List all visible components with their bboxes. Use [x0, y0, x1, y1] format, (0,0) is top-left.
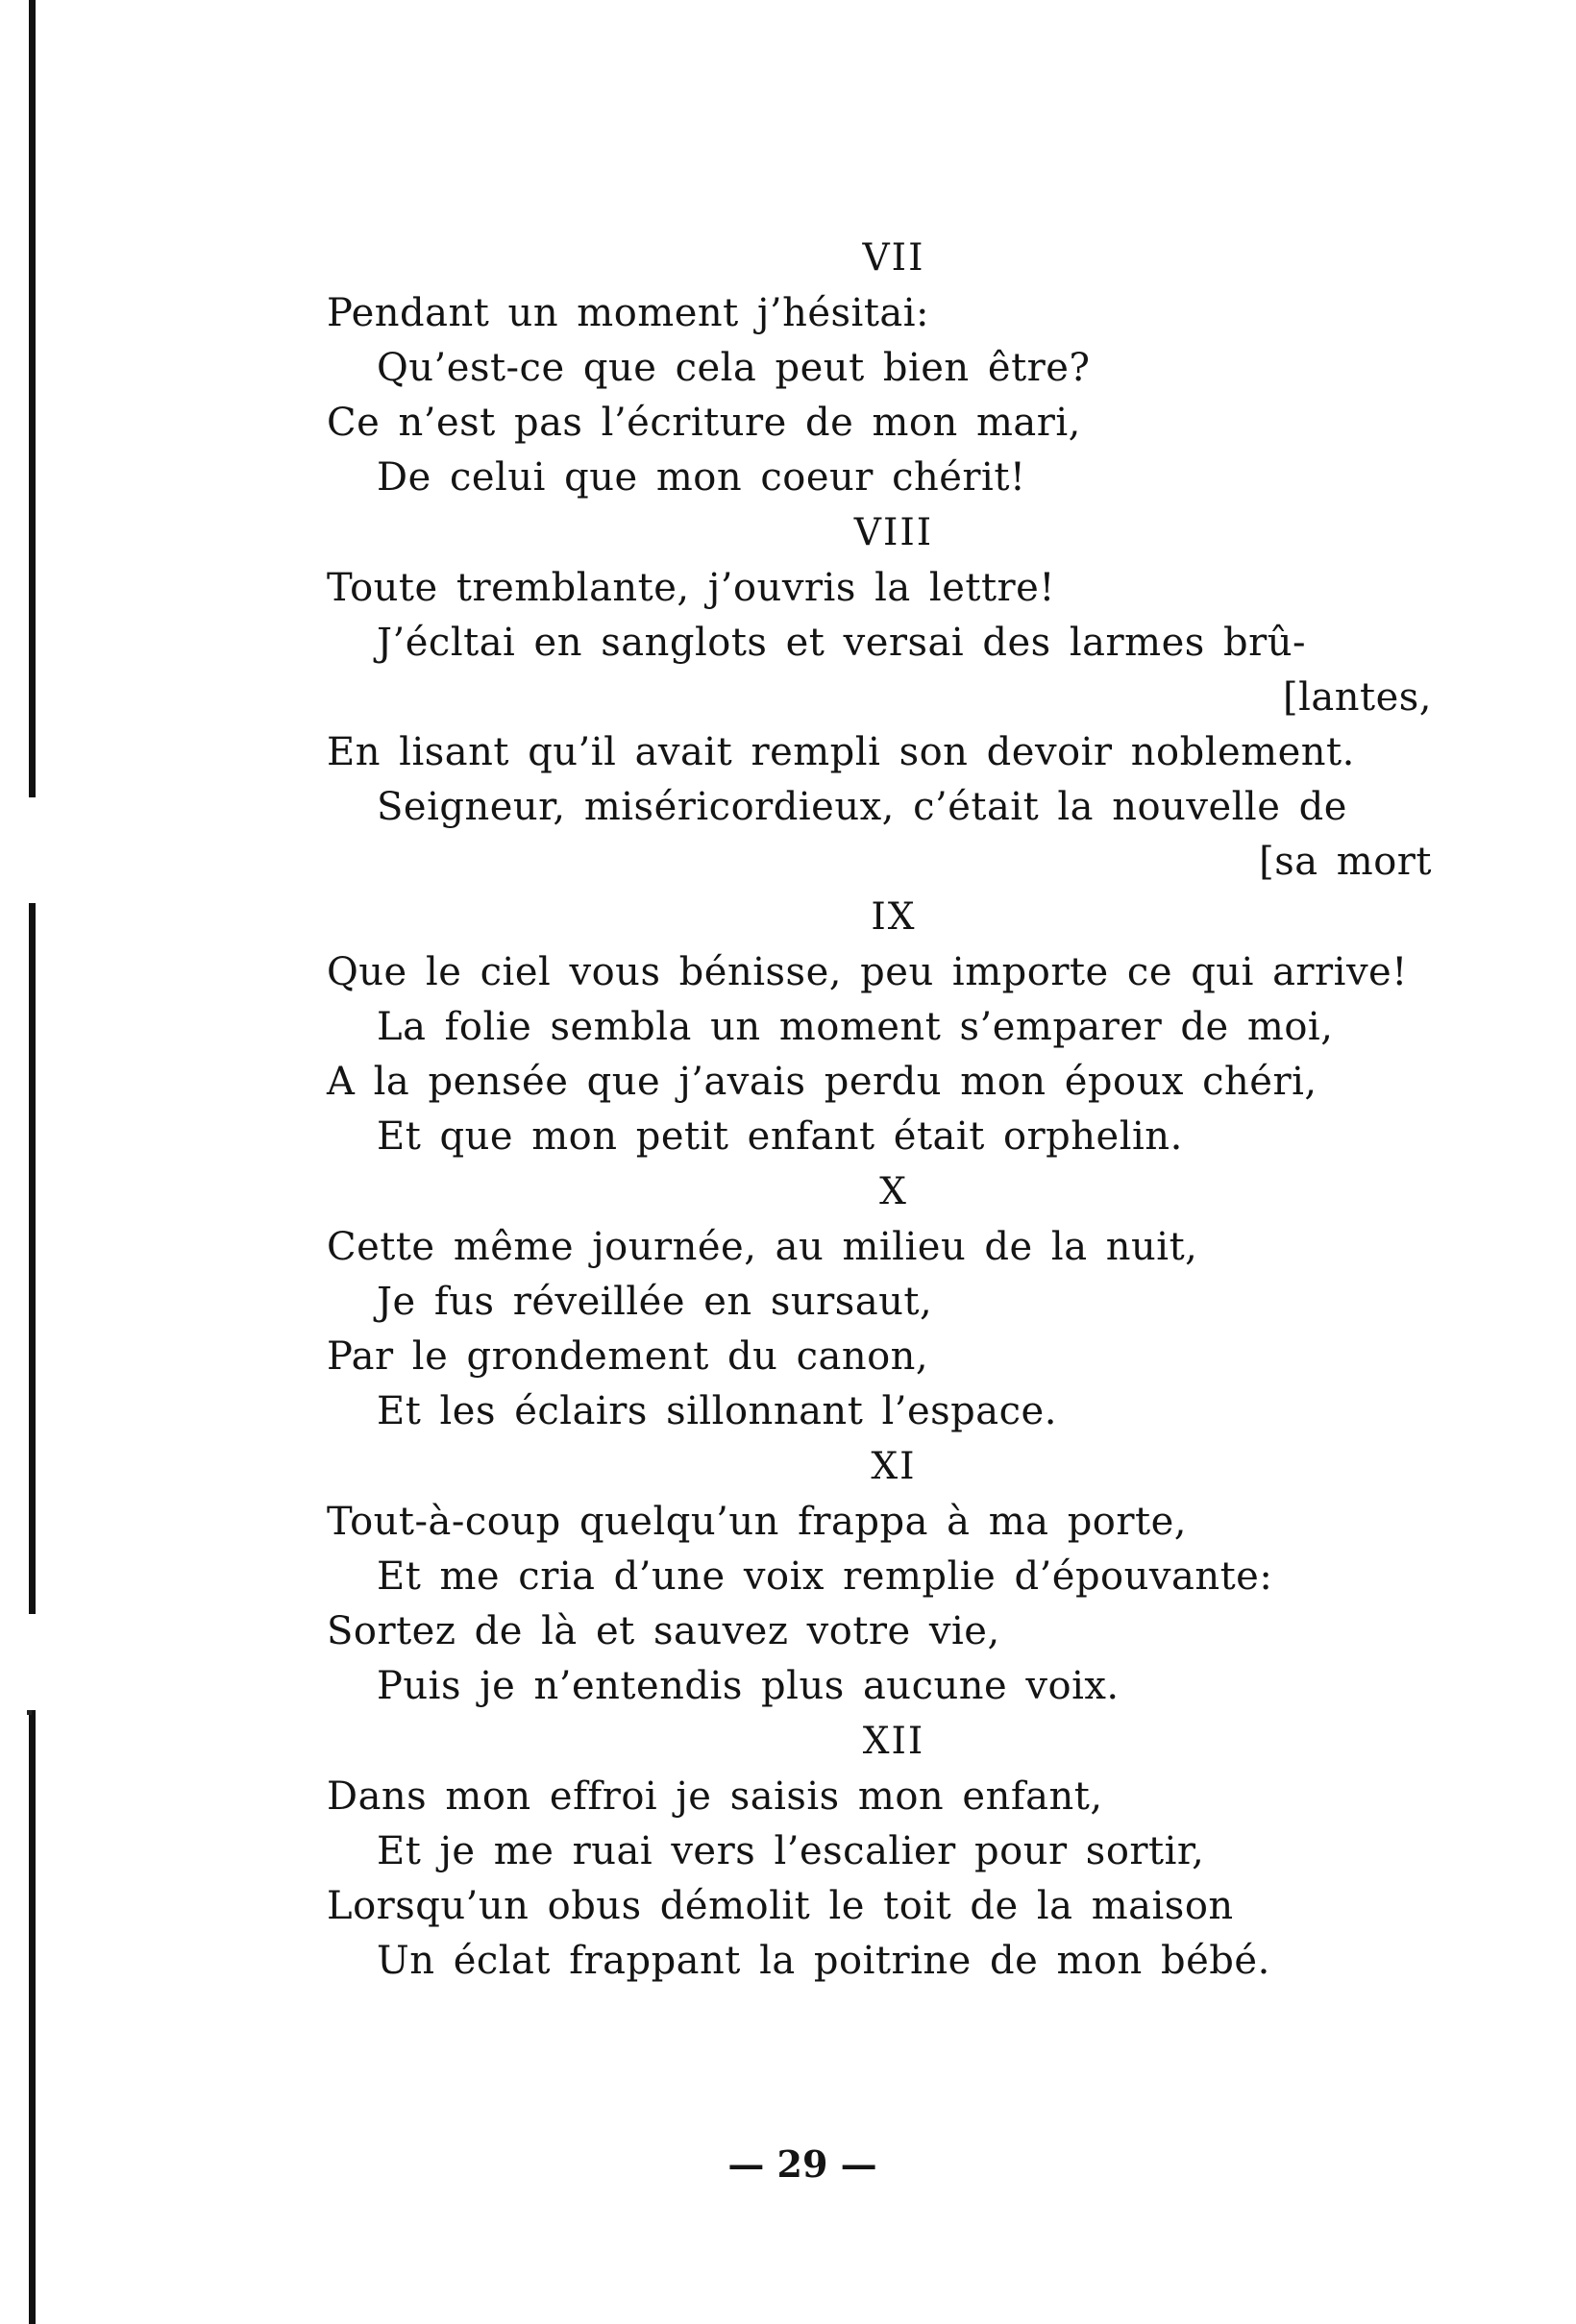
verse-line: Un éclat frappant la poitrine de mon bébé.: [377, 1939, 1270, 1983]
verse-line: De celui que mon coeur chérit!: [377, 455, 1026, 500]
verse-line: Je fus réveillée en sursaut,: [377, 1280, 933, 1324]
binding-edge: [29, 0, 36, 797]
verse-line: Pendant un moment j’hésitai:: [327, 291, 930, 335]
verse-line: Que le ciel vous bénisse, peu importe ce qui arrive!: [327, 950, 1408, 994]
verse-line: En lisant qu’il avait rempli son devoir noblement.: [327, 730, 1355, 774]
verse-runover: [lantes,: [1283, 675, 1432, 720]
verse-line: Ce n’est pas l’écriture de mon mari,: [327, 401, 1081, 445]
verse-runover: [sa mort: [1259, 840, 1432, 884]
verse-line: La folie sembla un moment s’emparer de moi,: [377, 1005, 1334, 1049]
verse-line: Sortez de là et sauvez votre vie,: [327, 1609, 1000, 1653]
margin-mark: [27, 1710, 32, 1715]
verse-line: Dans mon effroi je saisis mon enfant,: [327, 1774, 1103, 1819]
verse-line: Puis je n’entendis plus aucune voix.: [377, 1664, 1120, 1708]
stanza-number: IX: [871, 895, 917, 939]
verse-line: Et les éclairs sillonnant l’espace.: [377, 1389, 1057, 1433]
stanza-number: VII: [862, 236, 925, 280]
verse-line: A la pensée que j’avais perdu mon époux chéri,: [327, 1060, 1317, 1104]
stanza-number: X: [879, 1170, 908, 1213]
verse-line: Tout-à-coup quelqu’un frappa à ma porte,: [327, 1500, 1187, 1544]
verse-line: Et me cria d’une voix remplie d’épouvante:: [377, 1554, 1273, 1599]
stanza-number: XI: [871, 1445, 917, 1488]
binding-edge: [29, 1710, 36, 2324]
verse-line: Toute tremblante, j’ouvris la lettre!: [327, 566, 1055, 610]
verse-line: Et je me ruai vers l’escalier pour sortir,: [377, 1829, 1205, 1873]
verse-line: Cette même journée, au milieu de la nuit,: [327, 1225, 1198, 1269]
poem-body: [327, 231, 1441, 1989]
verse-line: J’écltai en sanglots et versai des larmes brû-: [377, 621, 1306, 665]
verse-line: Qu’est-ce que cela peut bien être?: [377, 346, 1091, 390]
verse-line: Lorsqu’un obus démolit le toit de la maison: [327, 1884, 1234, 1928]
binding-edge: [29, 903, 36, 1614]
page-number: — 29 —: [727, 2142, 877, 2186]
verse-line: Seigneur, miséricordieux, c’était la nouvelle de: [377, 785, 1347, 829]
verse-line: Par le grondement du canon,: [327, 1334, 929, 1379]
stanza-number: XII: [862, 1720, 925, 1763]
stanza-number: VIII: [853, 511, 934, 554]
verse-line: Et que mon petit enfant était orphelin.: [377, 1114, 1183, 1159]
